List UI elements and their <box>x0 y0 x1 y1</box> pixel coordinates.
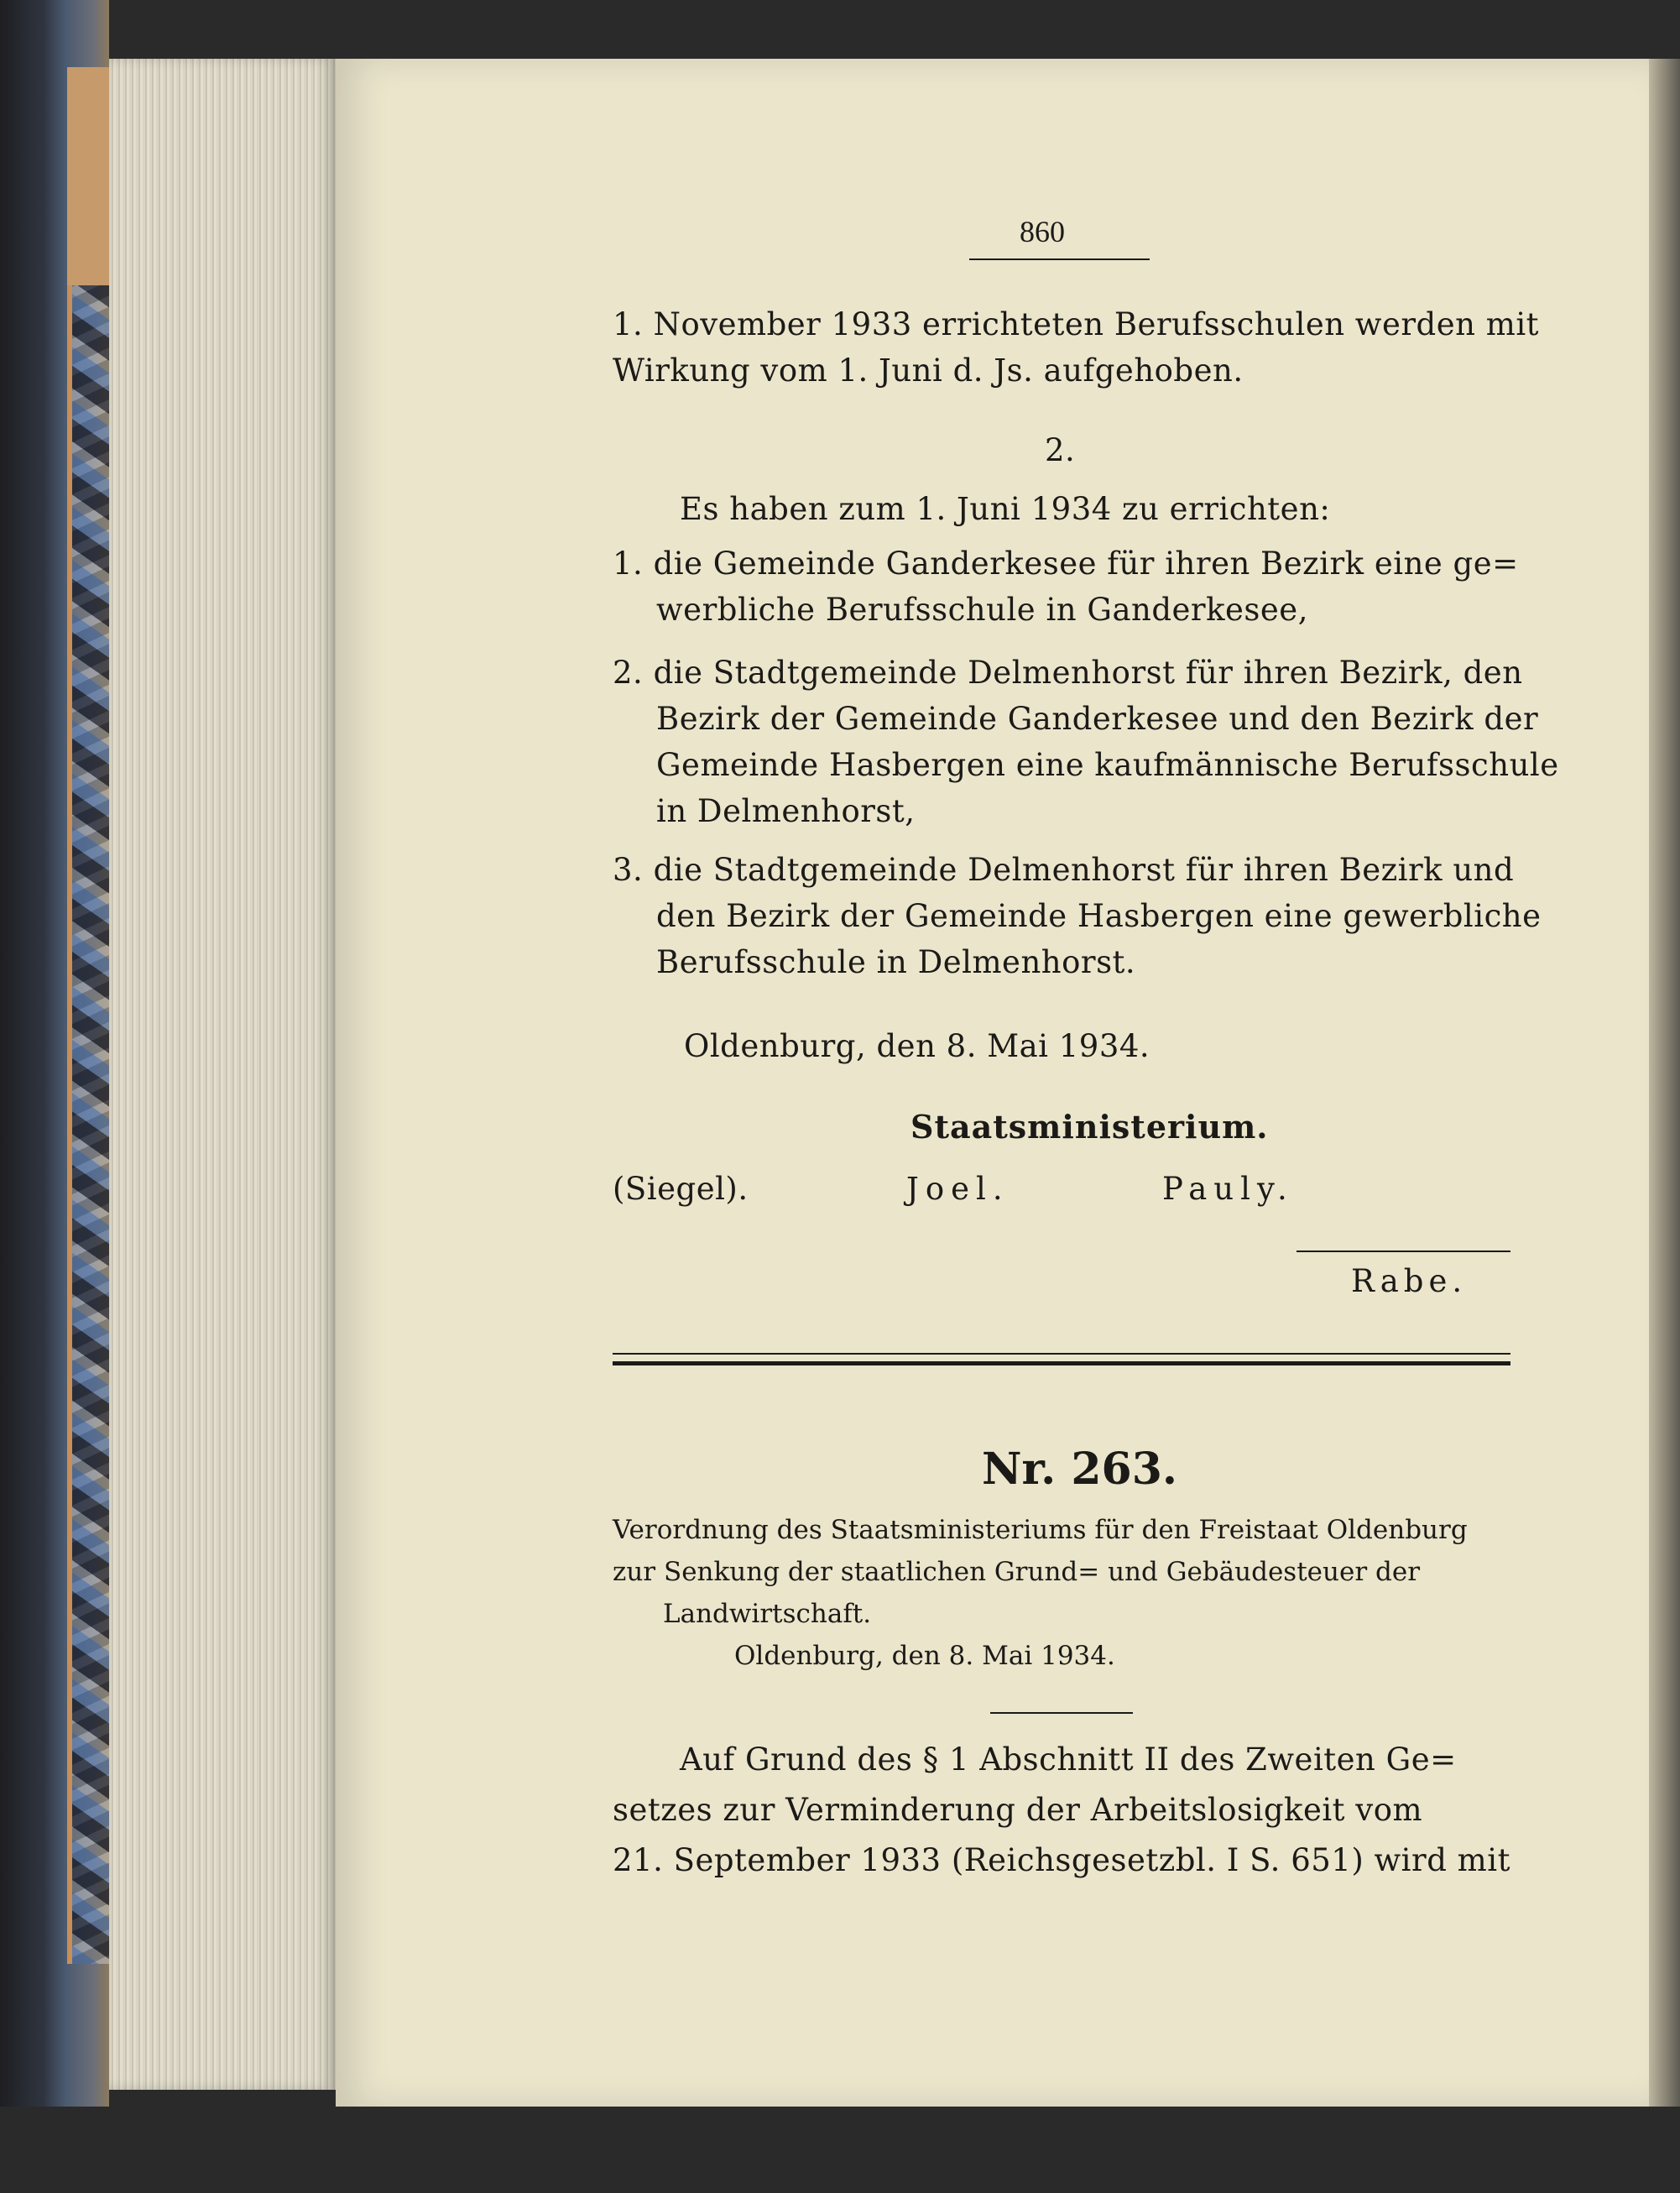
bottom-background <box>0 2107 1680 2193</box>
item3-line3: Berufsschule in Delmenhorst. <box>656 944 1136 980</box>
section1-line1: 1. November 1933 errichteten Berufsschulen werden mit <box>613 306 1540 342</box>
decree-heading: Nr. 263. <box>982 1444 1178 1495</box>
page-number: 860 <box>1020 215 1065 248</box>
decree-title-rule <box>990 1712 1133 1714</box>
decree-body-line3: 21. September 1933 (Reichsgesetzbl. I S. 651) wird mit <box>613 1842 1510 1878</box>
item3-line2: den Bezirk der Gemeinde Hasbergen eine gewerbliche <box>656 898 1542 934</box>
decree-title-line2: zur Senkung der staatlichen Grund= und Gebäudesteuer der <box>613 1557 1421 1587</box>
item2-line2: Bezirk der Gemeinde Ganderkesee und den Bezirk der <box>656 701 1539 737</box>
section1-line2: Wirkung vom 1. Juni d. Js. aufgehoben. <box>613 352 1244 389</box>
item2-line4: in Delmenhorst, <box>656 793 916 829</box>
item1-line1: 1. die Gemeinde Ganderkesee für ihren Bezirk eine ge= <box>613 546 1519 582</box>
signer-rabe: Rabe. <box>1351 1263 1468 1299</box>
section-divider-thick <box>613 1361 1510 1365</box>
seal-label: (Siegel). <box>613 1171 749 1207</box>
decree-title-line3: Landwirtschaft. <box>663 1599 872 1629</box>
section-divider-thin <box>613 1353 1510 1355</box>
section2-intro: Es haben zum 1. Juni 1934 zu errichten: <box>680 491 1331 527</box>
item3-line1: 3. die Stadtgemeinde Delmenhorst für ihren Bezirk und <box>613 852 1515 888</box>
decree-title-line1: Verordnung des Staatsministeriums für den Freistaat Oldenburg <box>613 1515 1468 1545</box>
decree-body-line2: setzes zur Verminderung der Arbeitslosigkeit vom <box>613 1792 1423 1828</box>
decree-date: Oldenburg, den 8. Mai 1934. <box>734 1641 1115 1671</box>
book-cover-edge <box>67 67 109 285</box>
page-number-rule <box>969 258 1150 260</box>
signature-rule <box>1297 1251 1510 1252</box>
authority: Staatsministerium. <box>910 1108 1269 1146</box>
decree-body-line1: Auf Grund des § 1 Abschnitt II des Zweiten Ge= <box>680 1741 1457 1778</box>
item2-line1: 2. die Stadtgemeinde Delmenhorst für ihren Bezirk, den <box>613 655 1523 691</box>
signer-pauly: Pauly. <box>1162 1171 1294 1207</box>
section2-number: 2. <box>1045 432 1076 468</box>
item1-line2: werbliche Berufsschule in Ganderkesee, <box>656 592 1308 628</box>
page-stack-edges <box>109 59 336 2090</box>
place-date: Oldenburg, den 8. Mai 1934. <box>684 1028 1150 1064</box>
signer-joel: Joel. <box>906 1171 1010 1207</box>
item2-line3: Gemeinde Hasbergen eine kaufmännische Berufsschule <box>656 747 1559 783</box>
right-page-edge <box>1649 59 1680 2107</box>
marbled-cover <box>67 285 114 1964</box>
